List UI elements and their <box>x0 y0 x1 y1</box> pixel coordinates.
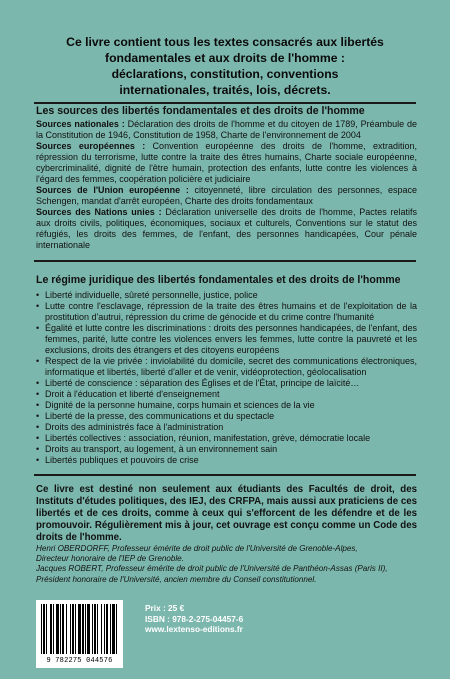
website-link: www.lextenso-editions.fr <box>145 624 243 634</box>
divider <box>34 474 416 476</box>
author-line: Jacques ROBERT, Professeur émérite de droit public de l'Université de Panthéon-Assas (Paris II), <box>36 564 388 574</box>
source-item <box>36 207 417 251</box>
source-text: Déclaration universelle des droits de l'homme, Pactes relatifs aux droits civils, politiques, économiques, sociaux et culturels, Conventions sur le statut des réfugiés, les droits des femmes, de l'enfant, des personnes handicapées, Cour pénale internationale <box>36 207 417 250</box>
divider <box>34 260 416 262</box>
divider <box>34 102 416 104</box>
headline <box>22 34 428 98</box>
sources-title: Les sources des libertés fondamentales et des droits de l'homme <box>36 105 365 117</box>
list-item: • Liberté individuelle, sûreté personnelle, justice, police <box>36 290 417 301</box>
source-text: Déclaration des droits de l'homme et du citoyen de 1789, Préambule de la Constitution de 1946, Constitution de 1958, Charte de l'environnement de 2004 <box>36 119 418 140</box>
barcode-number: 9 782275 044576 <box>46 657 113 665</box>
headline-line: fondamentales et aux droits de l'homme : <box>105 51 345 65</box>
author-line: Henri OBERDORFF, Professeur émérite de droit public de l'Université de Grenoble-Alpes, <box>36 544 358 553</box>
source-label: Sources de l'Union européenne : <box>36 185 189 195</box>
source-text: citoyenneté, libre circulation des personnes, espace Schengen, mandat d'arrêt européen, Charte des droits fondamentaux <box>36 185 418 206</box>
list-item: • Liberté de la presse, des communications et du spectacle <box>36 411 417 422</box>
source-label: Sources européennes : <box>36 141 146 151</box>
list-item: • Égalité et lutte contre les discriminations : droits des personnes handicapées, de l'enfant, des femmes, parité, lutte contre les violences envers les femmes, lutte contre la pauvreté et les exclusions, droits des étrangers et des citoyens européens <box>36 323 417 356</box>
list-item: • Lutte contre l'esclavage, répression de la traite des êtres humains et de l'exploitation de la prostitution d'autrui, répression du crime de génocide et du crime contre l'humanité <box>36 301 417 323</box>
source-label: Sources nationales : <box>36 119 125 129</box>
list-item: • Dignité de la personne humaine, corps humain et sciences de la vie <box>36 400 417 411</box>
barcode-bars <box>40 604 119 654</box>
list-item: • Libertés collectives : association, réunion, manifestation, grève, démocratie locale <box>36 433 417 444</box>
source-item <box>36 185 417 207</box>
list-item: • Liberté de conscience : séparation des Églises et de l'État, principe de laïcité… <box>36 378 417 389</box>
sources-list <box>36 119 417 251</box>
isbn: ISBN : 978-2-275-04457-6 <box>145 613 244 624</box>
source-label: Sources des Nations unies : <box>36 207 162 217</box>
source-item <box>36 141 417 185</box>
headline-line: internationales, traités, lois, décrets. <box>119 83 331 97</box>
authors <box>36 544 417 585</box>
regime-list <box>36 290 417 466</box>
headline-line: Ce livre contient tous les textes consacrés aux libertés <box>66 35 384 49</box>
headline-line: déclarations, constitution, conventions <box>111 67 339 81</box>
list-item: • Droits au transport, au logement, à un environnement sain <box>36 444 417 455</box>
author-line: Président honoraire de l'Université, ancien membre du Conseil constitutionnel. <box>36 574 317 584</box>
regime-title: Le régime juridique des libertés fondamentales et des droits de l'homme <box>36 274 401 286</box>
list-item: • Libertés publiques et pouvoirs de crise <box>36 455 417 466</box>
list-item: • Droit à l'éducation et liberté d'enseignement <box>36 389 417 400</box>
list-item: • Droits des administrés face à l'administration <box>36 422 417 433</box>
author-line: Directeur honoraire de l'IEP de Grenoble. <box>36 554 184 564</box>
barcode <box>36 600 123 668</box>
price-block <box>145 603 243 635</box>
audience-paragraph: Ce livre est destiné non seulement aux étudiants des Facultés de droit, des Instituts d'études politiques, des IEJ, des CRFPA, mais aussi aux praticiens de ces libertés et de ces droits, comme à ceux qui s'efforcent de les défendre et de les promouvoir. Régulièrement mis à jour, cet ouvrage est conçu comme un Code des droits de l'homme. <box>36 484 417 543</box>
price: Prix : 25 € <box>145 603 185 613</box>
list-item: • Respect de la vie privée : inviolabilité du domicile, secret des communications électroniques, informatique et libertés, liberté d'aller et de venir, vidéoprotection, géolocalisation <box>36 356 417 378</box>
source-text: Convention européenne des droits de l'homme, extradition, répression du terrorisme, lutte contre la traite des êtres humains, Charte sociale européenne, cybercriminalité, dignité de l'être humain, protection des enfants, lutte contre les violences à l'égard des femmes, coopération policière et judiciaire <box>36 141 417 184</box>
source-item <box>36 119 417 141</box>
